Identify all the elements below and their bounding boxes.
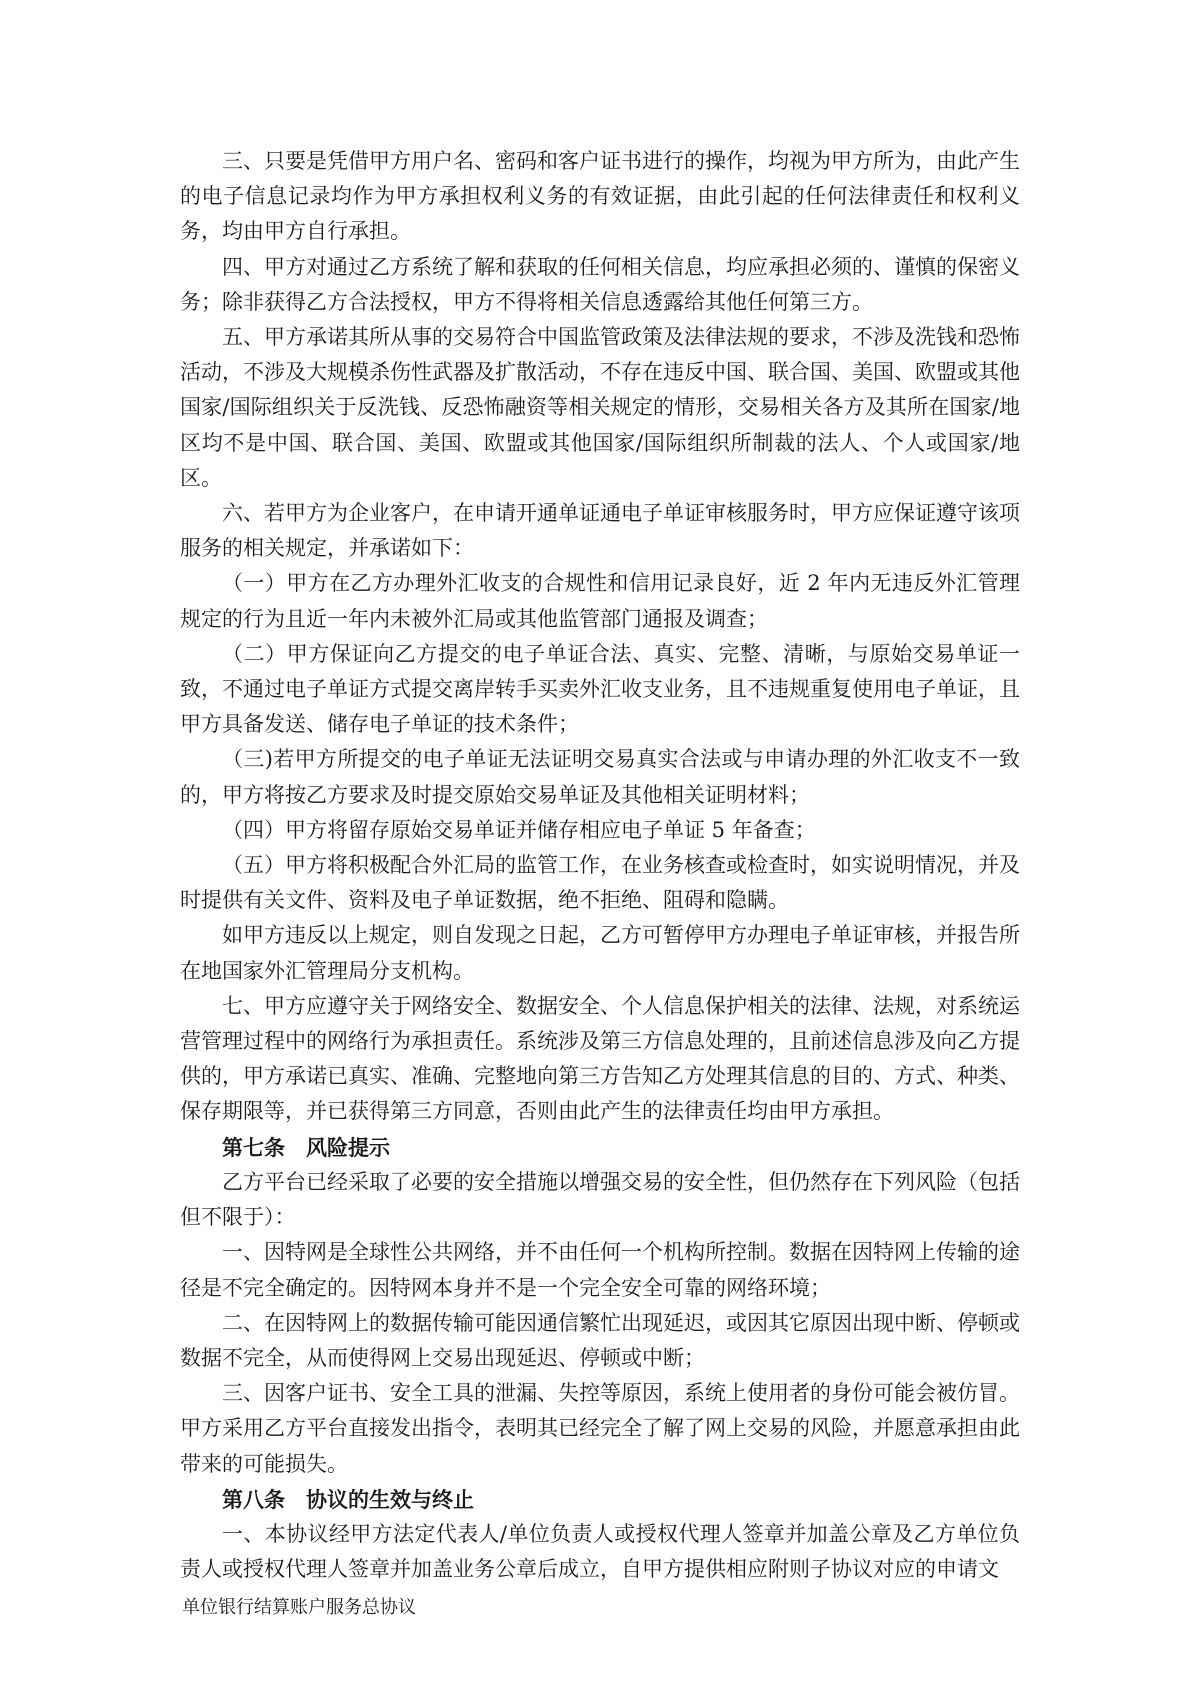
paragraph-clause-6-item-1: （一）甲方在乙方办理外汇收支的合规性和信用记录良好，近 2 年内无违反外汇管理规定的行为且近一年内未被外汇局或其他监管部门通报及调查； — [180, 571, 1020, 631]
paragraph-clause-4: 四、甲方对通过乙方系统了解和获取的任何相关信息，均应承担必须的、谨慎的保密义务；除非获得乙方合法授权，甲方不得将相关信息透露给其他任何第三方。 — [180, 254, 1020, 314]
section-heading-article-8: 第八条 协议的生效与终止 — [222, 1486, 474, 1512]
page-footer: 单位银行结算账户服务总协议 — [182, 1597, 416, 1618]
paragraph-clause-6-item-2: （二）甲方保证向乙方提交的电子单证合法、真实、完整、清晰，与原始交易单证一致，不通过电子单证方式提交离岸转手买卖外汇收支业务，且不违规重复使用电子单证，且甲方具备发送、储存电子单证的技术条件； — [180, 641, 1020, 737]
paragraph-risk-2: 二、在因特网上的数据传输可能因通信繁忙出现延迟，或因其它原因出现中断、停顿或数据不完全，从而使得网上交易出现延迟、停顿或中断； — [180, 1310, 1020, 1370]
paragraph-clause-6-item-4: （四）甲方将留存原始交易单证并储存相应电子单证 5 年备查； — [222, 817, 816, 842]
paragraph-clause-6: 六、若甲方为企业客户，在申请开通单证通电子单证审核服务时，甲方应保证遵守该项服务的相关规定，并承诺如下： — [180, 501, 1020, 561]
paragraph-risk-1: 一、因特网是全球性公共网络，并不由任何一个机构所控制。数据在因特网上传输的途径是不完全确定的。因特网本身并不是一个完全安全可靠的网络环境； — [180, 1240, 1020, 1300]
paragraph-clause-5: 五、甲方承诺其所从事的交易符合中国监管政策及法律法规的要求，不涉及洗钱和恐怖活动，不涉及大规模杀伤性武器及扩散活动，不存在违反中国、联合国、美国、欧盟或其他国家/国际组织关于反洗钱、反恐怖融资等相关规定的情形，交易相关各方及其所在国家/地区均不是中国、联合国、美国、欧盟或其他国家/国际组织所制裁的法人、个人或国家/地区。 — [180, 325, 1020, 490]
paragraph-violation-note: 如甲方违反以上规定，则自发现之日起，乙方可暂停甲方办理电子单证审核，并报告所在地国家外汇管理局分支机构。 — [180, 923, 1020, 983]
paragraph-clause-6-item-3: （三)若甲方所提交的电子单证无法证明交易真实合法或与申请办理的外汇收支不一致的，甲方将按乙方要求及时提交原始交易单证及其他相关证明材料； — [180, 747, 1020, 807]
document-body — [180, 144, 1020, 1587]
paragraph-risk-intro: 乙方平台已经采取了必要的安全措施以增强交易的安全性，但仍然存在下列风险（包括但不限于）： — [180, 1169, 1020, 1230]
paragraph-risk-3: 三、因客户证书、安全工具的泄漏、失控等原因，系统上使用者的身份可能会被仿冒。甲方采用乙方平台直接发出指令，表明其已经完全了解了网上交易的风险，并愿意承担由此带来的可能损失。 — [180, 1381, 1020, 1476]
paragraph-clause-7: 七、甲方应遵守关于网络安全、数据安全、个人信息保护相关的法律、法规，对系统运营管理过程中的网络行为承担责任。系统涉及第三方信息处理的，且前述信息涉及向乙方提供的，甲方承诺已真实、准确、完整地向第三方告知乙方处理其信息的目的、方式、种类、保存期限等，并已获得第三方同意，否则由此产生的法律责任均由甲方承担。 — [180, 993, 1020, 1124]
paragraph-clause-6-item-5: （五）甲方将积极配合外汇局的监管工作，在业务核查或检查时，如实说明情况，并及时提供有关文件、资料及电子单证数据，绝不拒绝、阻碍和隐瞒。 — [180, 853, 1020, 913]
section-heading-article-7: 第七条 风险提示 — [222, 1134, 390, 1160]
paragraph-clause-3: 三、只要是凭借甲方用户名、密码和客户证书进行的操作，均视为甲方所为，由此产生的电子信息记录均作为甲方承担权利义务的有效证据，由此引起的任何法律责任和权利义务，均由甲方自行承担。 — [180, 149, 1020, 244]
paragraph-effect-1: 一、本协议经甲方法定代表人/单位负责人或授权代理人签章并加盖公章及乙方单位负责人或授权代理人签章并加盖业务公章后成立，自甲方提供相应附则子协议对应的申请文 — [180, 1521, 1020, 1582]
